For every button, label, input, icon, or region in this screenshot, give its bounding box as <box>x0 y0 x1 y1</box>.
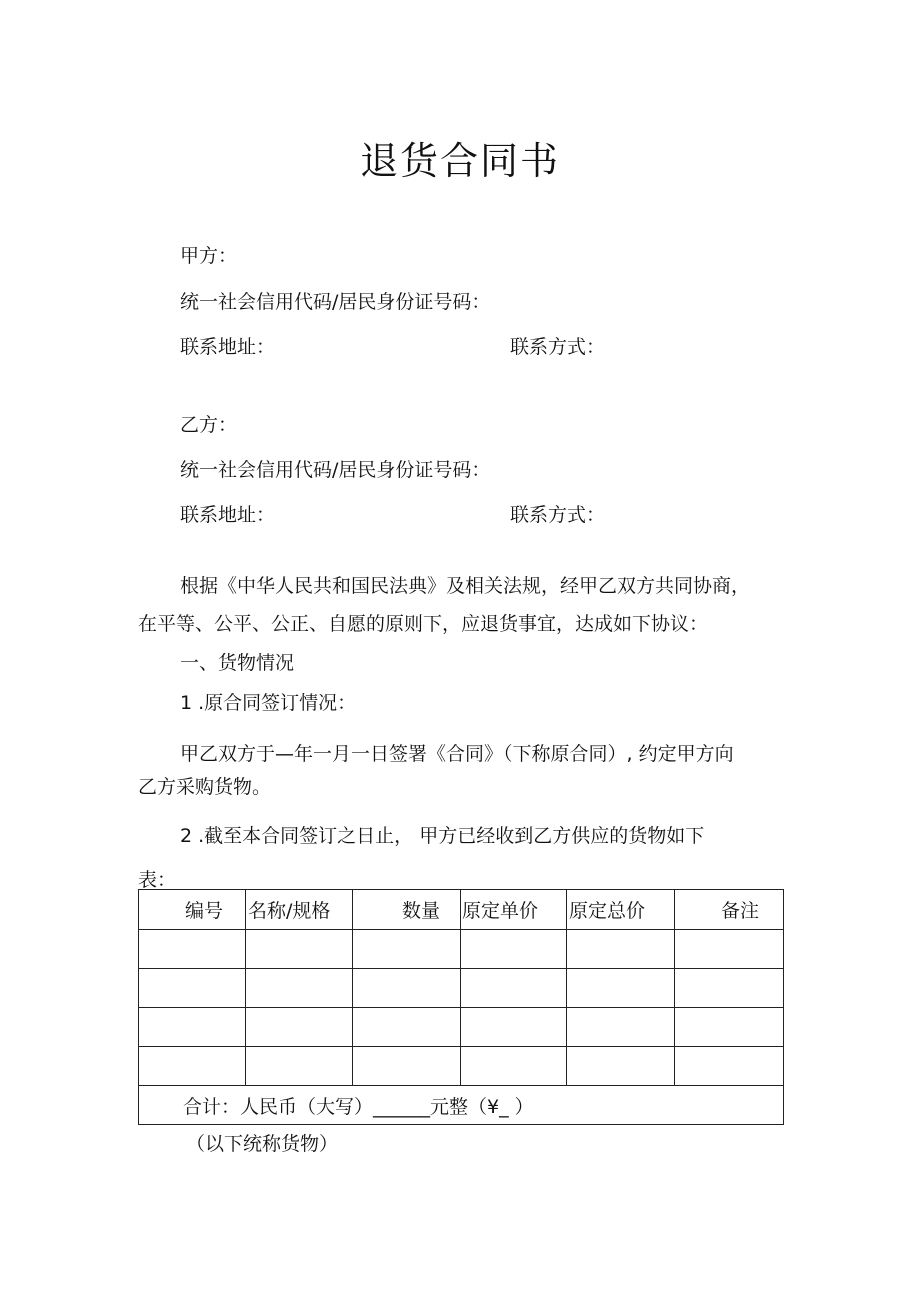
party-b-label: 乙方： <box>180 414 238 436</box>
item-1-text-line-2: 乙方采购货物。 <box>138 776 272 798</box>
table-cell[interactable] <box>675 1047 784 1086</box>
table-cell[interactable] <box>139 1047 246 1086</box>
table-cell[interactable] <box>461 930 567 969</box>
table-cell[interactable] <box>461 1047 567 1086</box>
party-a-id-label: 统一社会信用代码/居民身份证号码： <box>180 291 491 313</box>
table-cell[interactable] <box>567 1008 675 1047</box>
table-cell[interactable] <box>567 969 675 1008</box>
goods-table <box>138 889 784 1125</box>
table-total-row <box>139 1086 784 1125</box>
header-quantity: 数量 <box>353 890 461 930</box>
table-cell[interactable] <box>461 1008 567 1047</box>
table-cell[interactable] <box>461 969 567 1008</box>
table-cell[interactable] <box>353 930 461 969</box>
header-number: 编号 <box>139 890 246 930</box>
total-amount-cell[interactable]: 合计：人民币（大写）______元整（¥_ ） <box>139 1086 784 1125</box>
table-row <box>139 1047 784 1086</box>
table-row <box>139 930 784 969</box>
header-remarks: 备注 <box>675 890 784 930</box>
table-cell[interactable] <box>139 1008 246 1047</box>
table-cell[interactable] <box>246 1047 353 1086</box>
party-a-label: 甲方： <box>180 245 238 267</box>
table-cell[interactable] <box>139 969 246 1008</box>
table-row <box>139 969 784 1008</box>
table-header-row <box>139 890 784 930</box>
document-title: 退货合同书 <box>359 139 560 183</box>
table-cell[interactable] <box>353 1008 461 1047</box>
table-cell[interactable] <box>353 1047 461 1086</box>
item-2-text-line-2: 表： <box>138 869 177 891</box>
party-a-contact-label: 联系方式： <box>510 336 606 358</box>
intro-paragraph-line-1: 根据《中华人民共和国民法典》及相关法规，经甲乙双方共同协商， <box>180 575 751 597</box>
table-cell[interactable] <box>353 969 461 1008</box>
table-cell[interactable] <box>139 930 246 969</box>
table-row <box>139 1008 784 1047</box>
party-b-contact-label: 联系方式： <box>510 504 606 526</box>
header-unit-price: 原定单价 <box>461 890 567 930</box>
header-total-price: 原定总价 <box>567 890 675 930</box>
party-a-address-label: 联系地址： <box>180 336 276 358</box>
intro-paragraph-line-2: 在平等、公平、公正、自愿的原则下，应退货事宜，达成如下协议： <box>138 613 709 635</box>
item-1-text-line-1: 甲乙双方于—年一月一日签署《合同》（下称原合同）, 约定甲方向 <box>180 743 734 765</box>
table-cell[interactable] <box>567 1047 675 1086</box>
party-b-id-label: 统一社会信用代码/居民身份证号码： <box>180 459 491 481</box>
table-cell[interactable] <box>246 930 353 969</box>
table-cell[interactable] <box>675 1008 784 1047</box>
table-cell[interactable] <box>246 969 353 1008</box>
party-b-address-label: 联系地址： <box>180 504 276 526</box>
item-2-text-line-1: 2 .截至本合同签订之日止， 甲方已经收到乙方供应的货物如下 <box>180 825 705 847</box>
header-name-spec: 名称/规格 <box>246 890 353 930</box>
table-cell[interactable] <box>675 969 784 1008</box>
table-cell[interactable] <box>567 930 675 969</box>
table-cell[interactable] <box>675 930 784 969</box>
goods-footnote: （以下统称货物） <box>186 1133 339 1155</box>
item-1-heading: 1 .原合同签订情况： <box>180 692 357 714</box>
table-cell[interactable] <box>246 1008 353 1047</box>
section-1-heading: 一、货物情况 <box>180 652 295 674</box>
